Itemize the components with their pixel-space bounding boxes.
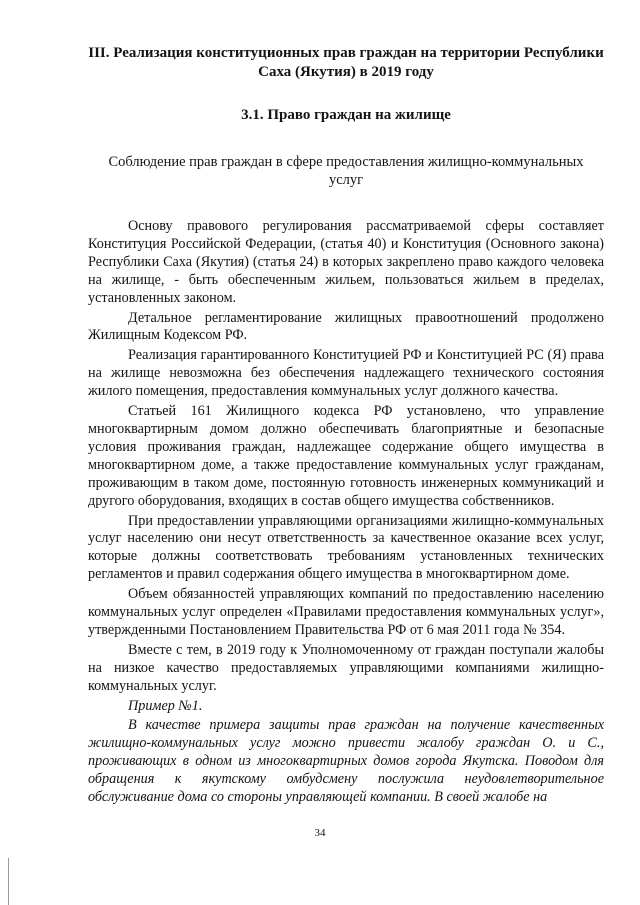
example-label: Пример №1.: [128, 697, 203, 714]
topic-title: Соблюдение прав граждан в сфере предоставления жилищно-коммунальных услуг: [108, 154, 584, 188]
scan-margin-line: [8, 858, 9, 905]
example-text: В качестве примера защиты прав граждан на получение качественных жилищно-коммунальных услуг можно привести жалобу граждан О. и С., проживающих в одном из многоквартирных домов города Якутска. Поводом для обращения к якутскому омбудсмену послужила неудовлетворительное обслуживание дома со стороны управляющей компании. В своей жалобе на: [88, 717, 604, 806]
paragraph: Реализация гарантированного Конституцией РФ и Конституцией РС (Я) права на жилище невозможна без обеспечения надлежащего технического состояния жилого помещения, предоставления коммунальных услуг должного качества.: [88, 347, 604, 400]
paragraph: При предоставлении управляющими организациями жилищно-коммунальных услуг населению они несут ответственность за качественное оказание всех услуг, которые должны соответствовать требованиям установленных технических регламентов и правил содержания общего имущества в многоквартирном доме.: [88, 512, 604, 583]
paragraph: Вместе с тем, в 2019 году к Уполномоченному от граждан поступали жалобы на низкое качество предоставляемых управляющими компаниями жилищно-коммунальных услуг.: [88, 641, 604, 694]
page-content: [88, 44, 604, 809]
page-number: 34: [314, 827, 326, 839]
body-text: [88, 218, 604, 807]
paragraph: Объем обязанностей управляющих компаний по предоставлению населению коммунальных услуг определен «Правилами предоставления коммунальных услуг», утвержденными Постановлением Правительства РФ от 6 мая 2011 года № 354.: [88, 586, 604, 638]
paragraph: Основу правового регулирования рассматриваемой сферы составляет Конституция Российской Федерации, (статья 40) и Конституция (Основного закона) Республики Саха (Якутия) (статья 24) в которых закреплено право каждого человека на жилище, - быть обеспеченным жильем, пользоваться жильем в пределах, установленных законом.: [88, 218, 604, 306]
paragraph: Статьей 161 Жилищного кодекса РФ установлено, что управление многоквартирным домом должно обеспечивать благоприятные и безопасные условия проживания граждан, надлежащее содержание общего имущества в многоквартирном доме, а также предоставление коммунальных услуг гражданам, проживающим в таком доме, постоянную готовность инженерных коммуникаций и другого оборудования, входящих в состав общего имущества собственников.: [88, 403, 604, 509]
section-title: III. Реализация конституционных прав граждан на территории Республики Саха (Якутия) в 2019 году: [88, 45, 604, 80]
paragraph: Детальное регламентирование жилищных правоотношений продолжено Жилищным Кодексом РФ.: [88, 309, 604, 344]
subsection-title: 3.1. Право граждан на жилище: [241, 107, 451, 123]
